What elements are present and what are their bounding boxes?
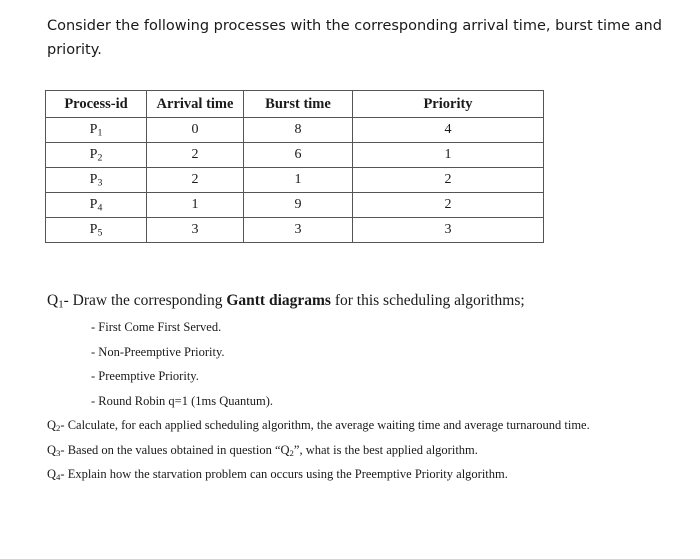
priority-cell: 2	[353, 168, 544, 193]
header-burst-time: Burst time	[244, 91, 353, 118]
question-2: $Q_2-$ Calculate, for each applied scheduling algorithm, the average waiting time and average turnaround time.	[47, 418, 590, 434]
table-row	[46, 118, 544, 143]
burst-cell: 3	[244, 218, 353, 243]
arrival-cell: 2	[147, 168, 244, 193]
algorithm-item: - Round Robin q=1 (1ms Quantum).	[91, 393, 274, 408]
questions-section	[47, 290, 687, 487]
process-id-cell: $P_4$	[46, 193, 147, 218]
arrival-cell: 1	[147, 193, 244, 218]
table-row	[46, 218, 544, 243]
intro-line-1: Consider the following processes with the corresponding arrival time, burst time and	[47, 18, 662, 34]
process-id-cell: $P_5$	[46, 218, 147, 243]
question-1: $Q_1-$ Draw the corresponding Gantt diagrams for this scheduling algorithms;	[47, 292, 525, 311]
algorithm-item: - Non-Preemptive Priority.	[91, 344, 225, 359]
intro-paragraph	[47, 14, 667, 62]
table-header-row	[46, 91, 544, 118]
header-priority: Priority	[353, 91, 544, 118]
burst-cell: 8	[244, 118, 353, 143]
process-id-cell: $P_1$	[46, 118, 147, 143]
header-process-id: Process-id	[46, 91, 147, 118]
question-3: $Q_3-$ Based on the values obtained in question “$Q_2$”, what is the best applied algorithm.	[47, 442, 478, 458]
arrival-cell: 0	[147, 118, 244, 143]
algorithm-item: - Preemptive Priority.	[91, 369, 199, 383]
burst-cell: 6	[244, 143, 353, 168]
priority-cell: 4	[353, 118, 544, 143]
arrival-cell: 3	[147, 218, 244, 243]
burst-cell: 9	[244, 193, 353, 218]
priority-cell: 2	[353, 193, 544, 218]
priority-cell: 3	[353, 218, 544, 243]
question-4: $Q_4-$ Explain how the starvation problem can occurs using the Preemptive Priority algorithm.	[47, 467, 508, 483]
process-id-cell: $P_3$	[46, 168, 147, 193]
table-row	[46, 193, 544, 218]
table-row	[46, 143, 544, 168]
process-id-cell: $P_2$	[46, 143, 147, 168]
table-row	[46, 168, 544, 193]
burst-cell: 1	[244, 168, 353, 193]
algorithm-item: - First Come First Served.	[91, 320, 222, 334]
header-arrival-time: Arrival time	[147, 91, 244, 118]
priority-cell: 1	[353, 143, 544, 168]
process-table	[45, 90, 544, 243]
arrival-cell: 2	[147, 143, 244, 168]
intro-line-2: priority.	[47, 42, 102, 58]
